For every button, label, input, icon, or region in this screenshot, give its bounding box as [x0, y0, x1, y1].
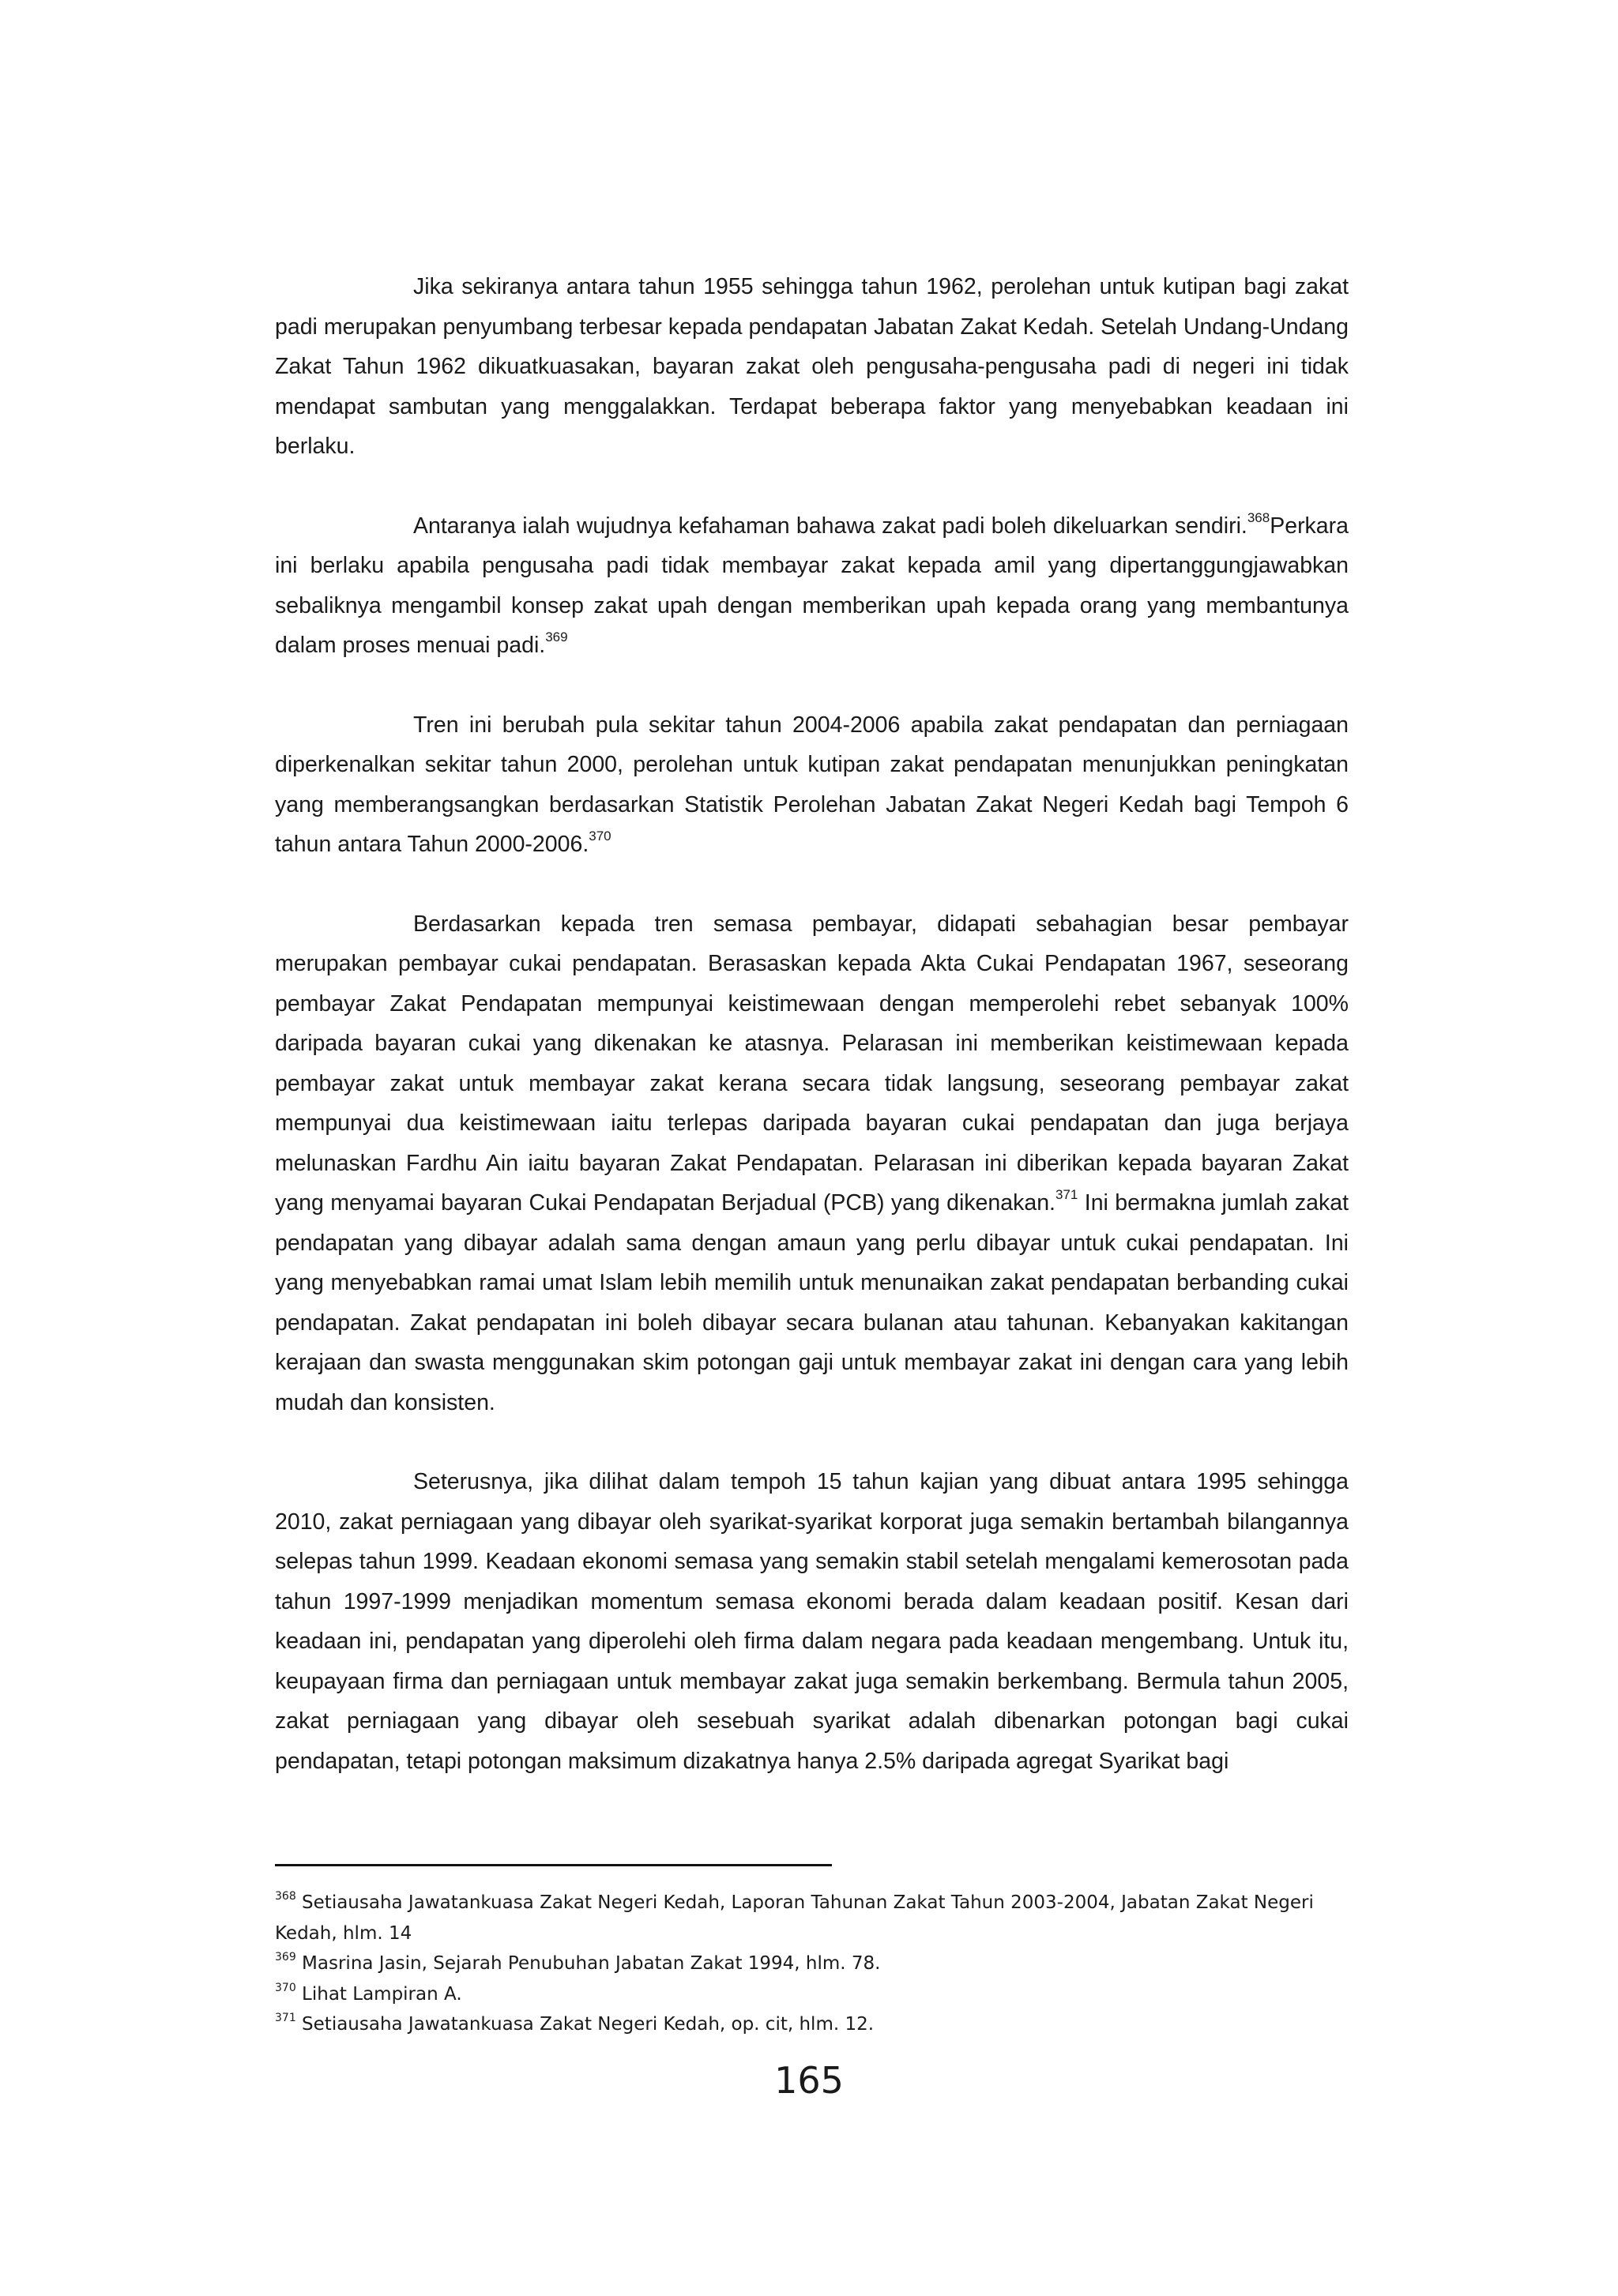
- body-text: [275, 267, 1349, 1781]
- footnote-separator: [275, 1864, 832, 1866]
- footnote-ref-370[interactable]: 370: [589, 829, 611, 844]
- paragraph-3: Tren ini berubah pula sekitar tahun 2004-2006 apabila zakat pendapatan dan perniagaan diperkenalkan sekitar tahun 2000, perolehan untuk kutipan zakat pendapatan menunjukkan peningkatan yang memberangsangkan berdasarkan Statistik Perolehan Jabatan Zakat Negeri Kedah bagi Tempoh 6 tahun antara Tahun 2000-2006.$^{370}$: [275, 712, 1349, 857]
- footnotes: [275, 1888, 1349, 2040]
- footnote-ref-371[interactable]: 371: [1055, 1187, 1078, 1202]
- footnote-371: $^{371}$ Setiausaha Jawatankuasa Zakat Negeri Kedah, op. cit, hlm. 12.: [275, 2012, 875, 2035]
- footnote-ref-369[interactable]: 369: [545, 629, 568, 644]
- footnote-370: $^{370}$ Lihat Lampiran A.: [275, 1981, 462, 2005]
- page-number: 165: [774, 2059, 844, 2102]
- paragraph-5: Seterusnya, jika dilihat dalam tempoh 15 tahun kajian yang dibuat antara 1995 sehingga 2010, zakat perniagaan yang dibayar oleh syarikat-syarikat korporat juga semakin bertambah bilangannya selepas tahun 1999. Keadaan ekonomi semasa yang semakin stabil setelah mengalami kemerosotan pada tahun 1997-1999 menjadikan momentum semasa ekonomi berada dalam keadaan positif. Kesan dari keadaan ini, pendapatan yang diperolehi oleh firma dalam negara pada keadaan mengembang. Untuk itu, keupayaan firma dan perniagaan untuk membayar zakat juga semakin berkembang. Bermula tahun 2005, zakat perniagaan yang dibayar oleh sesebuah syarikat adalah dibenarkan potongan bagi cukai pendapatan, tetapi potongan maksimum dizakatnya hanya 2.5% daripada agregat Syarikat bagi: [275, 1469, 1349, 1774]
- footnote-ref-368[interactable]: 368: [1247, 509, 1270, 525]
- footnote-369: $^{369}$ Masrina Jasin, Sejarah Penubuhan Jabatan Zakat 1994, hlm. 78.: [275, 1951, 881, 1975]
- paragraph-2: Antaranya ialah wujudnya kefahaman bahawa zakat padi boleh dikeluarkan sendiri.$^{368}$Perkara ini berlaku apabila pengusaha padi tidak membayar zakat kepada amil yang dipertanggungjawabkan sebaliknya mengambil konsep zakat upah dengan memberikan upah kepada orang yang membantunya dalam proses menuai padi.$^{369}$: [275, 509, 1349, 658]
- paragraph-1: Jika sekiranya antara tahun 1955 sehingga tahun 1962, perolehan untuk kutipan bagi zakat padi merupakan penyumbang terbesar kepada pendapatan Jabatan Zakat Kedah. Setelah Undang-Undang Zakat Tahun 1962 dikuatkuasakan, bayaran zakat oleh pengusaha-pengusaha padi di negeri ini tidak mendapat sambutan yang menggalakkan. Terdapat beberapa faktor yang menyebabkan keadaan ini berlaku.: [275, 274, 1349, 459]
- footnote-368: $^{368}$ Setiausaha Jawatankuasa Zakat Negeri Kedah, Laporan Tahunan Zakat Tahun 2003-2004, Jabatan Zakat Negeri Kedah, hlm. 14: [275, 1890, 1314, 1944]
- paragraph-4: Berdasarkan kepada tren semasa pembayar, didapati sebahagian besar pembayar merupakan pembayar cukai pendapatan. Berasaskan kepada Akta Cukai Pendapatan 1967, seseorang pembayar Zakat Pendapatan mempunyai keistimewaan dengan memperolehi rebet sebanyak 100% daripada bayaran cukai yang dikenakan ke atasnya. Pelarasan ini memberikan keistimewaan kepada pembayar zakat untuk membayar zakat kerana secara tidak langsung, seseorang pembayar zakat mempunyai dua keistimewaan iaitu terlepas daripada bayaran cukai pendapatan dan juga berjaya melunaskan Fardhu Ain iaitu bayaran Zakat Pendapatan. Pelarasan ini diberikan kepada bayaran Zakat yang menyamai bayaran Cukai Pendapatan Berjadual (PCB) yang dikenakan.$^{371}$ Ini bermakna jumlah zakat pendapatan yang dibayar adalah sama dengan amaun yang perlu dibayar untuk cukai pendapatan. Ini yang menyebabkan ramai umat Islam lebih memilih untuk menunaikan zakat pendapatan berbanding cukai pendapatan. Zakat pendapatan ini boleh dibayar secara bulanan atau tahunan. Kebanyakan kakitangan kerajaan dan swasta menggunakan skim potongan gaji untuk membayar zakat ini dengan cara yang lebih mudah dan konsisten.: [275, 911, 1349, 1415]
